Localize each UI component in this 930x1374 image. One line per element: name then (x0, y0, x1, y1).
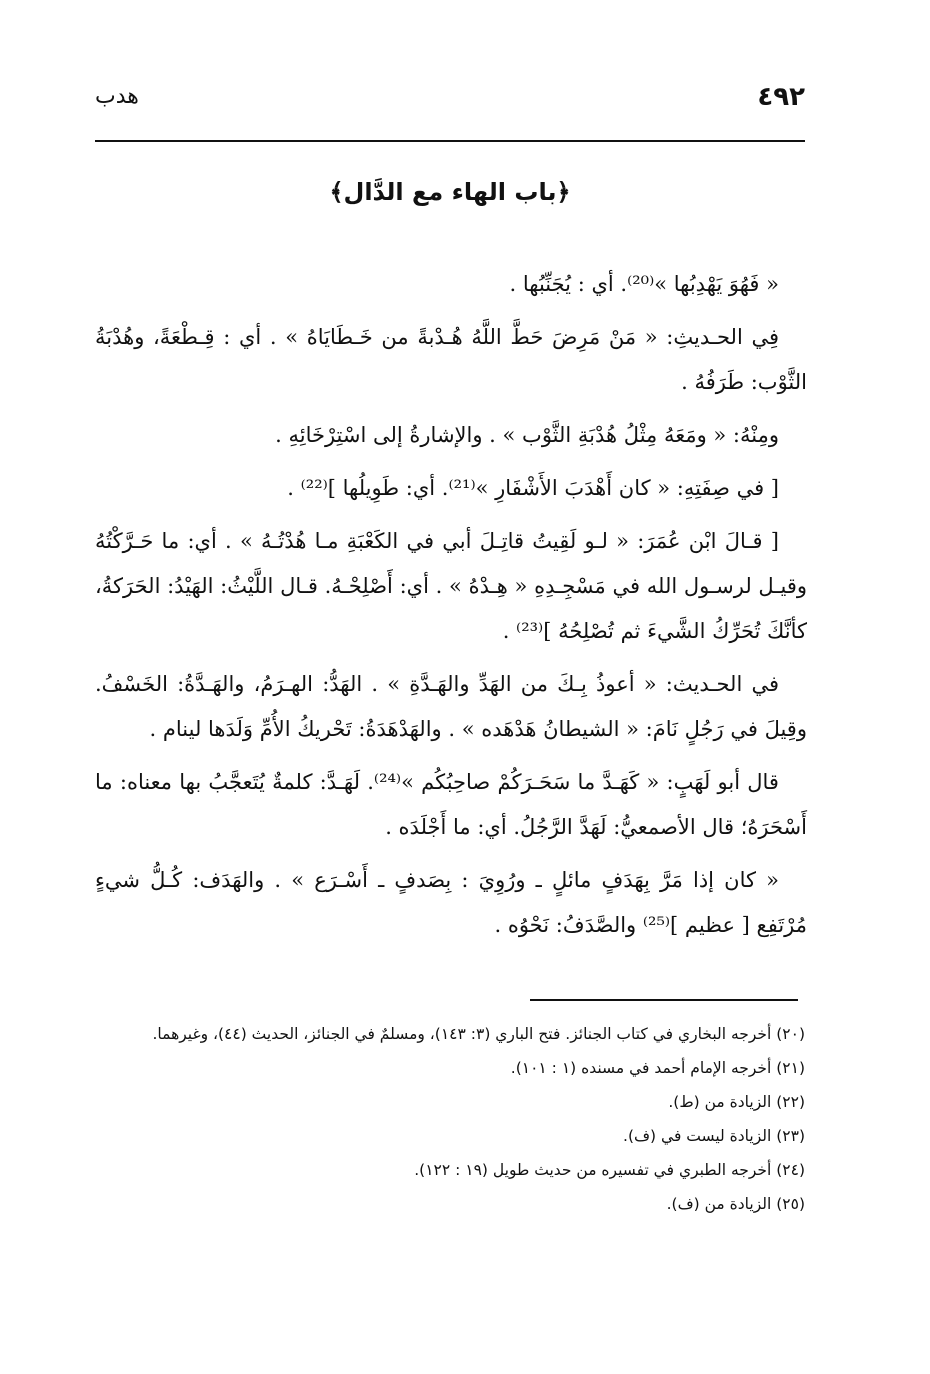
paragraph: قال أبو لَهَبٍ: « كَهَـدَّ ما سَحَـرَكُمْ صاحِبُكُم »⁽²⁴⁾. لَهَـدَّ: كلمةٌ يُتَعجَّبُ بها معناه: ما أَسْحَرَهُ؛ قال الأصمعيُّ: لَهَدَّ الرَّجُلُ. أي: ما أَجْلَدَه . (95, 770, 807, 839)
footnote: (٢٠) أخرجه البخاري في كتاب الجنائز. فتح الباري (٣: ١٤٣)، ومسلمٌ في الجنائز، الحديث (٤٤)، وغيرهما. (152, 1025, 805, 1043)
footnote-rule (530, 999, 798, 1001)
header-rule (95, 140, 805, 142)
footnote: (٢٣) الزيادة ليست في (ف). (623, 1127, 805, 1145)
page-header (95, 82, 805, 122)
footnote: (٢٢) الزيادة من (ط). (668, 1093, 805, 1111)
page-number: ٤٩٢ (757, 82, 805, 112)
footnote: (٢١) أخرجه الإمام أحمد في مسنده (١ : ١٠١). (510, 1059, 805, 1077)
paragraph: « فَهُوَ يَهْدِبُها »⁽²⁰⁾. أي : يُجَنِّبُها . (509, 272, 779, 296)
paragraph: « كان إذا مَرَّ بِهَدَفٍ مائلٍ ـ ورُوِيَ : بِصَدفٍ ـ أَسْـرَع » . والهَدَف: كُـلُّ شيءٍ مُرْتَفِع [ عظيم ]⁽²⁵⁾ والصَّدَفُ: نَحْوُه . (95, 868, 807, 937)
paragraph: فِي الحـديثِ: « مَنْ مَرِضَ حَطَّ اللَّهُ هُـدْبةً من خَـطَايَاهُ » . أي : قِـطْعَةً، وهُدْبَةُ الثَّوْب: طَرَفُهُ . (95, 325, 807, 394)
paragraph: ومِنْهُ: « ومَعَهُ مِثْلُ هُدْبَةِ الثَّوْب » . والإشارةُ إلى اسْتِرْخَائِهِ . (275, 423, 779, 447)
footnotes (95, 1018, 805, 1222)
running-head: هدب (95, 84, 139, 109)
footnote: (٢٤) أخرجه الطبري في تفسيره من حديث طويل (١٩ : ١٢٢). (414, 1161, 805, 1179)
footnote: (٢٥) الزيادة من (ف). (666, 1195, 805, 1213)
section-title: ﴿باب الهاء مع الدَّال﴾ (329, 178, 571, 206)
body-text (95, 262, 807, 956)
paragraph: في الحـديث: « أعوذُ بِـكَ من الهَدِّ والهَـدَّةِ » . الهَدُّ: الهـرَمُ، والهَـدَّةُ: الخَسْفُ. وقِيلَ في رَجُلٍ نَامَ: « الشيطانُ هَدْهَده » . والهَدْهَدَةُ: تَحْريكُ الأُمِّ وَلَدَها لينام . (95, 672, 807, 741)
paragraph: [ قـالَ ابْن عُمَرَ: « لـو لَقِيتُ قاتِـلَ أبي في الكَعْبَةِ مـا هُدْتُـهُ » . أي: ما حَـرَّكْتُهُ وقيـل لرسـول الله في مَسْجِـدِهِ « هِـدْهُ » . أي: أَصْلِحْـهُ. قـال اللَّيْثُ: الهَيْدُ: الحَرَكةُ، كأنَّكَ تُحَرِّكُ الشَّيءَ ثم تُصْلِحُهُ ]⁽²³⁾ . (95, 529, 807, 643)
paragraph: [ في صِفَتِهِ: « كان أَهْدَبَ الأَشْفَارِ »⁽²¹⁾. أي: طَوِيلُها ]⁽²²⁾ . (287, 476, 779, 500)
